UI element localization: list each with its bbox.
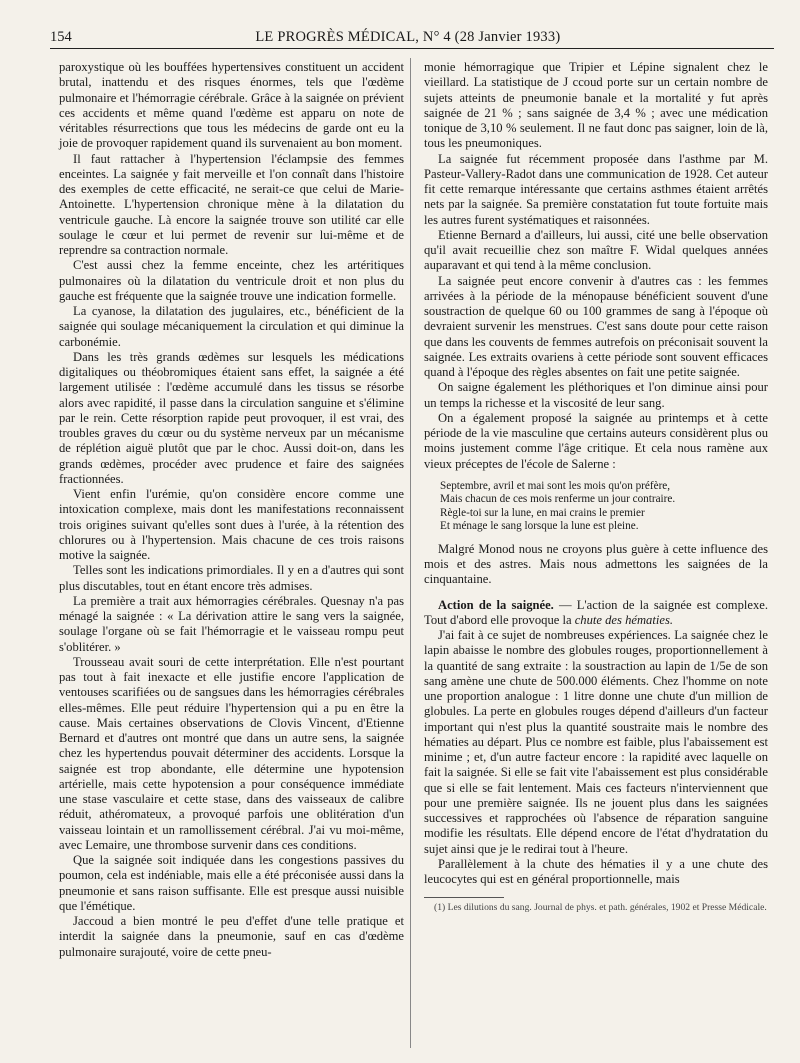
paragraph: Vient enfin l'urémie, qu'on considère encore comme une intoxication complexe, mais dont les manifestations reconnaissent trois origines suivant qu'elles sont dues à l'urée, à la rétention des chlorures ou à l'hypertension. Mais chacune de ces trois raisons motive la saignée. (59, 487, 404, 562)
paragraph: La saignée peut encore convenir à d'autres cas : les femmes arrivées à la période de la ménopause bénéficient souvent d'une soustraction de quelque 60 ou 100 grammes de sang à l'époque où devraient survenir les menstrues. C'est sans doute pour cette raison que dans les couvents de femmes autrefois on préconisait souvent la saignée. Les extraits ovariens à cette période sont souvent efficaces quand à l'époque des règles absentes on fait une petite saignée. (424, 273, 768, 379)
paragraph: On a également proposé la saignée au printemps et à cette période de la vie masculine que certains auteurs considèrent plus ou moins justement comme l'âge critique. Et cela nous ramène aux vieux préceptes de l'école de Salerne : (424, 410, 768, 471)
footnote: (1) Les dilutions du sang. Journal de phys. et path. générales, 1902 et Presse Médicale. (434, 902, 767, 914)
poem-line: Règle-toi sur la lune, en mai crains le premier (440, 506, 645, 519)
paragraph: Jaccoud a bien montré le peu d'effet d'une telle pratique et interdit la saignée dans la pneumonie, sauf en cas d'œdème pulmonaire surajouté, voire de cette pneu- (59, 914, 404, 959)
section-intro-text: — L'action de la saignée est complexe. Tout d'abord elle provoque la (424, 597, 768, 627)
paragraph: Dans les très grands œdèmes sur lesquels les médications digitaliques ou théobromiques étaient sans effet, la saignée a été largement utilisée : l'œdème accumulé dans les tissus se résorbe alors avec rapidité, il passe dans la circulation sanguine et s'élimine par le rein. Cette résorption rapide peut provoquer, il est vrai, des troubles graves du cœur ou du système nerveux par un mécanisme de réplétion aiguë plutôt que par le choc. Aussi doit-on, dans les grands œdèmes, procéder avec prudence et faire des saignées fractionnées. (59, 349, 404, 486)
journal-title: LE PROGRÈS MÉDICAL, N° 4 (28 Janvier 1933) (255, 28, 561, 45)
paragraph: La saignée fut récemment proposée dans l'asthme par M. Pasteur-Vallery-Radot dans une communication de 1928. Cet auteur fit cette remarque intéressante que certains asthmes étaient arrêtés nets par la saignée. Sa première constatation fut toute fortuite mais les autres furent systématiques et raisonnées. (424, 151, 768, 227)
paragraph: La première a trait aux hémorragies cérébrales. Quesnay n'a pas ménagé la saignée : « La dérivation attire le sang vers la saignée, soulage l'organe où se fait l'hémorragie et le vaisseau rompu peut s'oblitérer. » (59, 593, 404, 654)
left-column (59, 60, 404, 960)
section-intro-italic: chute des hématies. (574, 612, 673, 627)
paragraph: monie hémorragique que Tripier et Lépine signalent chez le vieillard. La statistique de J ccoud porte sur un certain nombre de sujets atteints de pneumonie banale et la mortalité y fut après saignée de 21 % ; sans saignée de 3,4 % ; avec une médication tonique de 3,10 % seulement. Il ne faut donc pas saigner, loin de là, tous les pneumoniques. (424, 60, 768, 151)
salerno-poem (440, 480, 768, 534)
paragraph: Etienne Bernard a d'ailleurs, lui aussi, cité une belle observation qu'il avait recueillie chez son maître F. Widal quelques années auparavant et qui tend à la même conclusion. (424, 227, 768, 273)
paragraph: Trousseau avait souri de cette interprétation. Elle n'est pourtant pas tout à fait inexacte et elle justifie encore l'application de ventouses scarifiées ou de sangsues dans les hémorragies cérébrales elles-mêmes. Elle peut réduire l'hypertension qui a pu en être la cause. Mais certaines observations de Clovis Vincent, d'Etienne Bernard et d'autres ont montré que dans un autre sens, la saignée chez les hypertendus pouvait déterminer des accidents. Lorsque la saignée est trop abondante, elle détermine une hypotension artérielle, mais cette hypotension a pour conséquence immédiate une stase vasculaire et cette stase, dans des vaisseaux de calibre réduit, athéromateux, a provoqué parfois une oblitération d'un vaisseau lointain et un ramollissement cérébral. J'ai vu moi-même, avec Lemaire, une thrombose survenir dans ces conditions. (59, 654, 404, 852)
poem-line: Septembre, avril et mai sont les mois qu'on préfère, (440, 479, 671, 492)
paragraph: La cyanose, la dilatation des jugulaires, etc., bénéficient de la saignée qui soulage mécaniquement la circulation et qui diminue la carbonémie. (59, 304, 404, 349)
poem-line: Mais chacun de ces mois renferme un jour contraire. (440, 493, 676, 506)
section-heading: Action de la saignée. (438, 597, 554, 612)
paragraph: Parallèlement à la chute des hématies il y a une chute des leucocytes qui est en général proportionnelle, mais (424, 856, 768, 886)
footnote-rule (424, 897, 504, 898)
paragraph: Telles sont les indications primordiales. Il y en a d'autres qui sont plus discutables, tout en étant encore très admises. (59, 563, 404, 593)
paragraph: C'est aussi chez la femme enceinte, chez les artéritiques pulmonaires où la dilatation du ventricule droit et non plus du gauche est fréquente que la saignée trouve une indication formelle. (59, 258, 404, 303)
paragraph: paroxystique où les bouffées hypertensives constituent un accident brutal, inattendu et des risques énormes, tels que l'œdème pulmonaire et l'hémorragie cérébrale. Grâce à la saignée on prévient ces accidents et même quand l'œdème est apparu on note de véritables résurrections que tous les médecins de garde ont eu la joie de provoquer rapidement quand ils survenaient au bon moment. (59, 60, 404, 151)
poem-line: Et ménage le sang lorsque la lune est pleine. (440, 520, 639, 533)
paragraph: On saigne également les pléthoriques et l'on diminue ainsi pour un temps la richesse et la viscosité de leur sang. (424, 380, 768, 410)
paragraph: Il faut rattacher à l'hypertension l'éclampsie des femmes enceintes. La saignée y fait merveille et l'on connaît dans l'histoire des exemples de cette efficacité, ne serait-ce que celui de Marie-Antoinette. L'hypertension chronique mène à la dilatation du ventricule gauche. Là encore la saignée trouve son utilité car elle soulage le cœur et lui permet de revenir sur lui-même et de reprendre sa contraction normale. (59, 151, 404, 257)
paragraph: Malgré Monod nous ne croyons plus guère à cette influence des mois et des astres. Mais nous admettons les saignées de la cinquantaine. (424, 541, 768, 587)
section-intro (424, 598, 768, 629)
right-column (424, 60, 768, 914)
column-divider (410, 58, 411, 1048)
paragraph: Que la saignée soit indiquée dans les congestions passives du poumon, cela est indéniable, mais elle a été préconisée aussi dans la pneumonie et sans raison suffisante. Elle est presque aussi nuisible que l'émétique. (59, 853, 404, 913)
page-header (50, 26, 774, 49)
page-number: 154 (50, 28, 72, 45)
paragraph: J'ai fait à ce sujet de nombreuses expériences. La saignée chez le lapin abaisse le nombre des globules rouges, proportionnellement à la quantité de sang extraite : la soustraction au lapin de 1/5e de son sang amène une chute de 500.000 éléments. Chez l'homme on note une proportion analogue : 1 litre donne une chute d'un million de globules. La perte en globules rouges dépend d'ailleurs d'un facteur important qui n'est plus la quantité soustraite mais le nombre des hématies au départ. Plus ce nombre est faible, plus l'abaissement est minime ; et, d'un autre facteur encore : la rapidité avec laquelle on fait la saignée. Si elle se fait vite l'abaissement est plus considérable que si elle se fait lentement. Mais ces facteurs n'interviennent que pour une première saignée. Ils ne jouent plus dans les saignées successives et rapprochées où l'absence de réparation sanguine modifie les résultats. Elle dépend encore de l'état d'hydratation du sujet ainsi que je le redirai tout à l'heure. (424, 628, 768, 856)
